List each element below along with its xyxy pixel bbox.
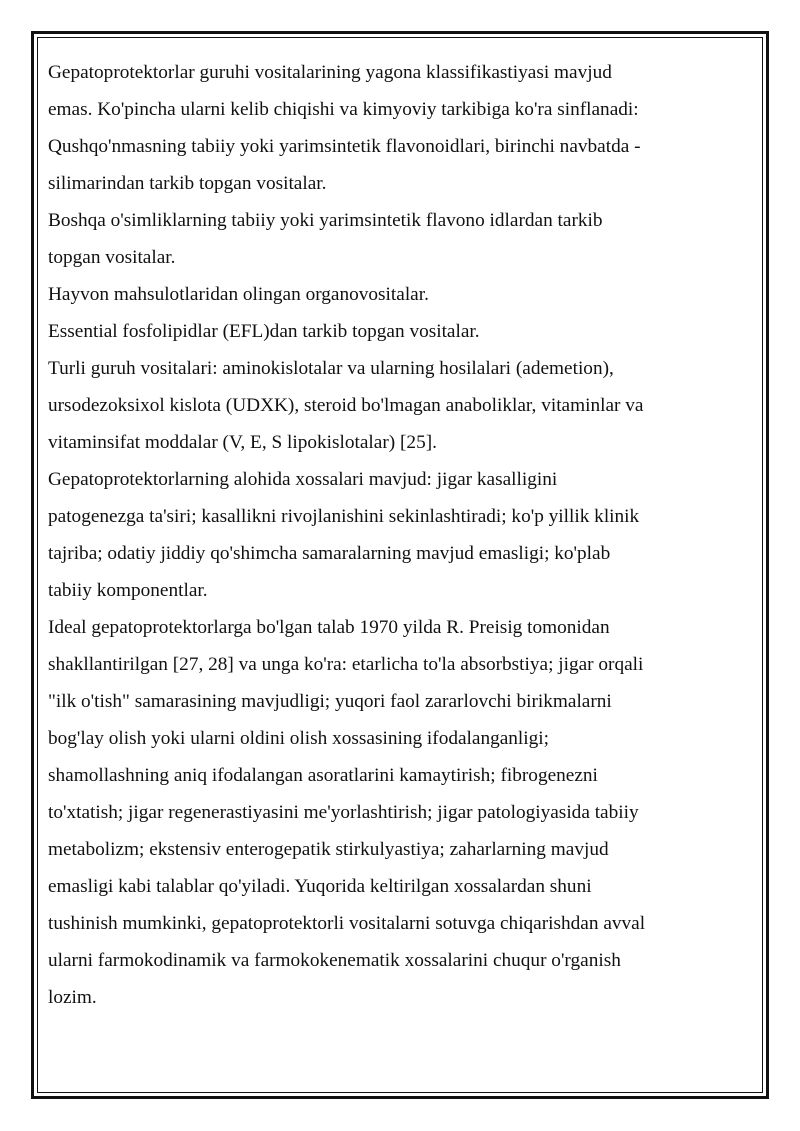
text-line: Turli guruh vositalari: aminokislotalar va ularning hosilalari (ademetion), — [48, 358, 614, 379]
text-line: Gepatoprotektorlarning alohida xossalari mavjud: jigar kasalligini — [48, 469, 558, 490]
text-line: Boshqa o'simliklarning tabiiy yoki yarimsintetik flavono idlardan tarkib — [48, 210, 603, 231]
text-line: shamollashning aniq ifodalangan asoratlarini kamaytirish; fibrogenezni — [48, 765, 598, 786]
text-line: ursodezoksixol kislota (UDXK), steroid bo'lmagan anaboliklar, vitaminlar va — [48, 395, 644, 416]
text-line: to'xtatish; jigar regenerastiyasini me'yorlashtirish; jigar patologiyasida tabiiy — [48, 802, 639, 823]
document-body — [48, 54, 748, 1016]
text-line: patogenezga ta'siri; kasallikni rivojlanishini sekinlashtiradi; ko'p yillik klinik — [48, 506, 640, 527]
text-line: topgan vositalar. — [48, 247, 176, 268]
text-line: Gepatoprotektorlar guruhi vositalarining yagona klassifikastiyasi mavjud — [48, 62, 612, 83]
text-line: tushinish mumkinki, gepatoprotektorli vositalarni sotuvga chiqarishdan avval — [48, 913, 646, 934]
text-line: tabiiy komponentlar. — [48, 580, 208, 601]
text-line: emas. Ko'pincha ularni kelib chiqishi va kimyoviy tarkibiga ko'ra sinflanadi: — [48, 99, 639, 120]
text-line: shakllantirilgan [27, 28] va unga ko'ra: etarlicha to'la absorbstiya; jigar orqali — [48, 654, 644, 675]
text-line: "ilk o'tish" samarasining mavjudligi; yuqori faol zararlovchi birikmalarni — [48, 691, 612, 712]
text-line: lozim. — [48, 987, 97, 1008]
text-line: Hayvon mahsulotlaridan olingan organovositalar. — [48, 284, 429, 305]
text-line: bog'lay olish yoki ularni oldini olish xossasining ifodalanganligi; — [48, 728, 550, 749]
text-line: silimarindan tarkib topgan vositalar. — [48, 173, 327, 194]
text-line: metabolizm; ekstensiv enterogepatik stirkulyastiya; zaharlarning mavjud — [48, 839, 609, 860]
text-line: tajriba; odatiy jiddiy qo'shimcha samaralarning mavjud emasligi; ko'plab — [48, 543, 611, 564]
text-line: Ideal gepatoprotektorlarga bo'lgan talab 1970 yilda R. Preisig tomonidan — [48, 617, 610, 638]
text-line: vitaminsifat moddalar (V, E, S lipokislotalar) [25]. — [48, 432, 437, 453]
text-line: Qushqo'nmasning tabiiy yoki yarimsintetik flavonoidlari, birinchi navbatda - — [48, 136, 641, 157]
text-line: ularni farmokodinamik va farmokokenematik xossalarini chuqur o'rganish — [48, 950, 621, 971]
text-line: emasligi kabi talablar qo'yiladi. Yuqorida keltirilgan xossalardan shuni — [48, 876, 592, 897]
text-line: Essential fosfolipidlar (EFL)dan tarkib topgan vositalar. — [48, 321, 480, 342]
